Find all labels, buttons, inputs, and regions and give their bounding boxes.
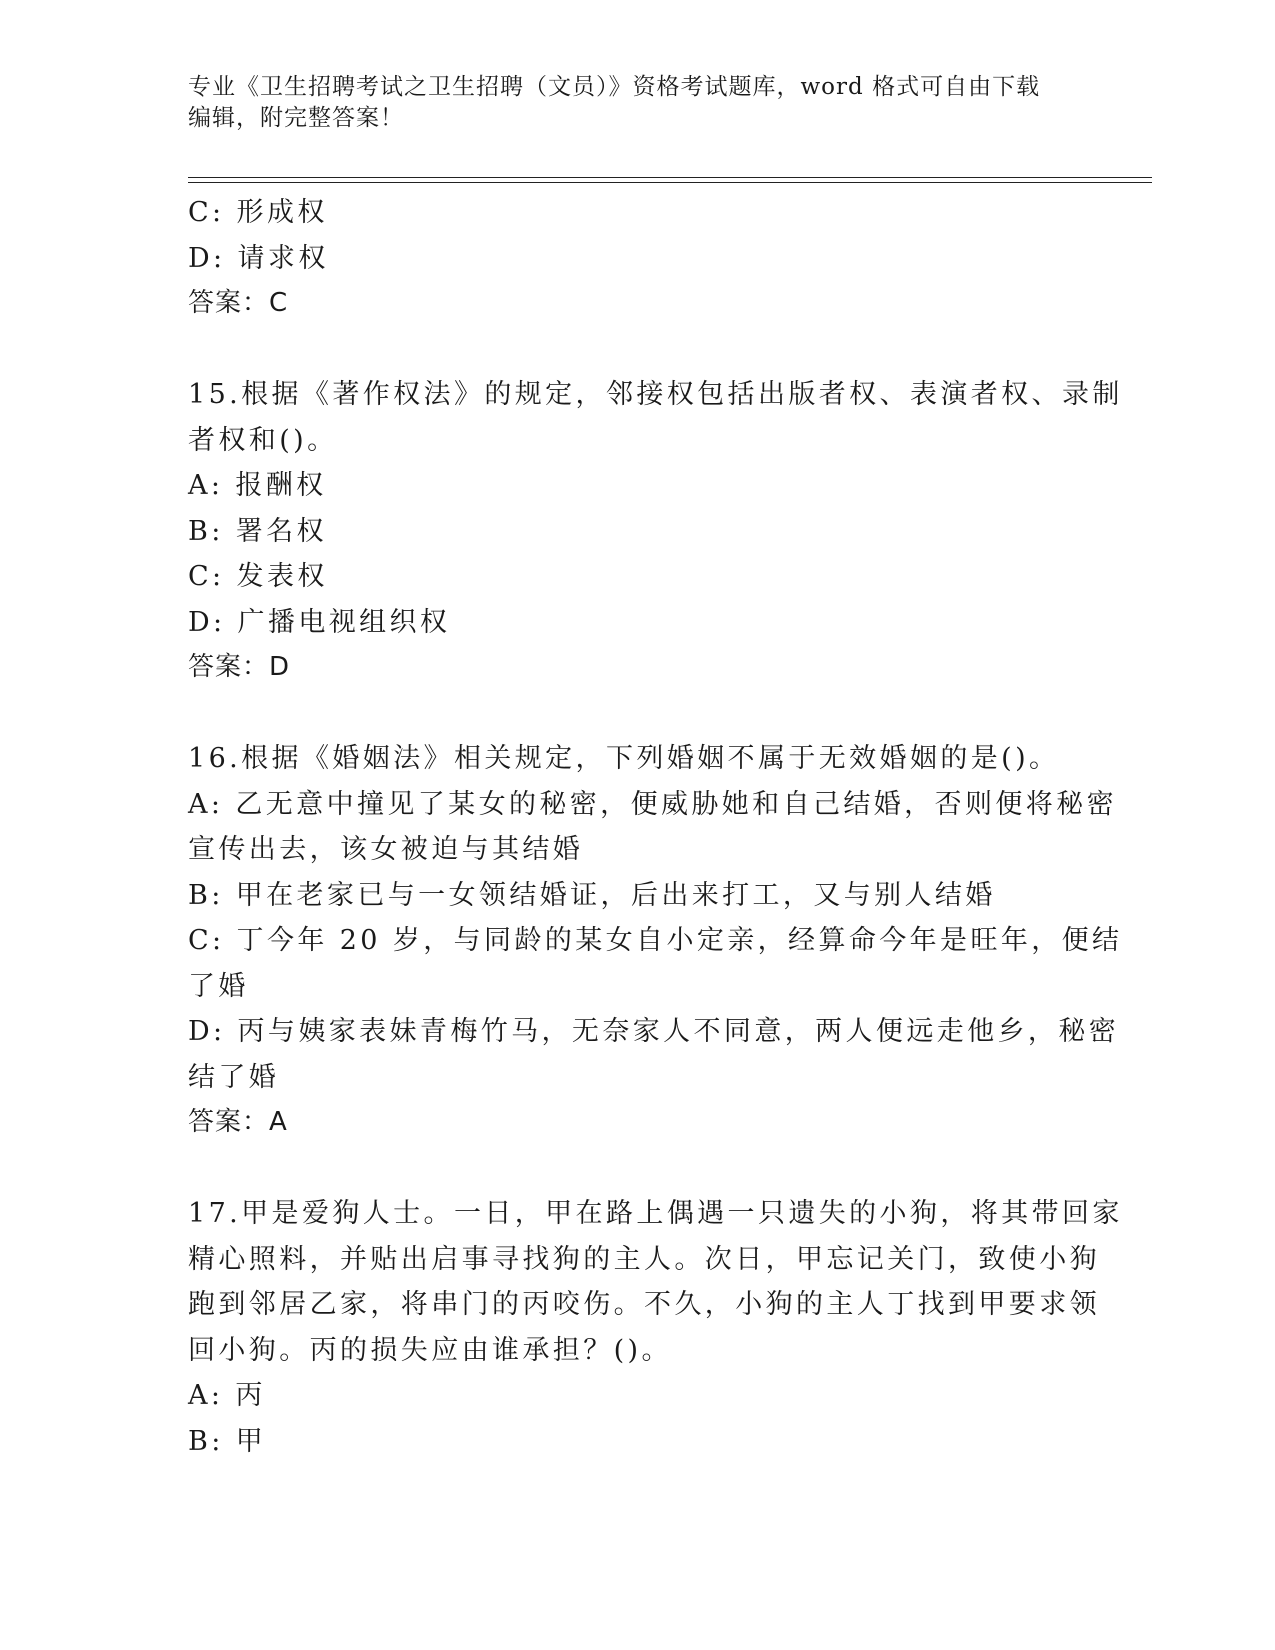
q17-stem-line-4: 回小狗。丙的损失应由谁承担？()。: [188, 1334, 672, 1366]
q16-option-d-line-2: 结了婚: [188, 1061, 280, 1093]
q16-option-c-line-1: C: 丁今年 20 岁，与同龄的某女自小定亲，经算命今年是旺年，便结: [188, 925, 1123, 956]
header-divider-top: [188, 177, 1152, 178]
q15-stem-line-1: 15.根据《著作权法》的规定，邻接权包括出版者权、表演者权、录制: [188, 379, 1123, 410]
q15-option-c: C: 发表权: [188, 561, 328, 592]
header-divider-bottom: [188, 182, 1152, 183]
spacer: [188, 1146, 1088, 1192]
q15-option-b: B: 署名权: [188, 515, 327, 547]
q17-stem-line-1: 17.甲是爱狗人士。一日，甲在路上偶遇一只遗失的小狗，将其带回家: [188, 1198, 1123, 1229]
document-header: [188, 72, 1088, 134]
q14-option-d: D: 请求权: [188, 242, 329, 274]
q17-stem-line-3: 跑到邻居乙家，将串门的丙咬伤。不久，小狗的主人丁找到甲要求领: [188, 1289, 1100, 1320]
q14-option-c: C: 形成权: [188, 197, 328, 228]
header-line-2: 编辑，附完整答案！: [188, 105, 404, 131]
q15-answer: 答案：D: [188, 652, 291, 682]
q16-option-a-line-2: 宣传出去，该女被迫与其结婚: [188, 834, 584, 865]
q16-option-b: B: 甲在老家已与一女领结婚证，后出来打工，又与别人结婚: [188, 879, 996, 911]
q17-option-a: A: 丙: [188, 1380, 266, 1411]
q16-option-d-line-1: D: 丙与姨家表妹青梅竹马，无奈家人不同意，两人便远走他乡，秘密: [188, 1016, 1120, 1047]
question-content: [188, 190, 1123, 1464]
q15-option-d: D: 广播电视组织权: [188, 606, 451, 638]
question-15: [188, 372, 1123, 691]
spacer: [188, 691, 1088, 737]
header-line-1: 专业《卫生招聘考试之卫生招聘（文员）》资格考试题库，word 格式可自由下载: [188, 74, 1041, 100]
q16-stem-line-1: 16.根据《婚姻法》相关规定，下列婚姻不属于无效婚姻的是()。: [188, 743, 1060, 774]
question-14: [188, 190, 1088, 327]
question-16: [188, 736, 1123, 1146]
spacer: [188, 327, 1088, 373]
q14-answer: 答案：C: [188, 288, 289, 318]
q15-option-a: A: 报酬权: [188, 470, 327, 501]
question-17: [188, 1191, 1123, 1464]
q15-stem-line-2: 者权和()。: [188, 424, 338, 456]
q16-option-a-line-1: A: 乙无意中撞见了某女的秘密，便威胁她和自己结婚，否则便将秘密: [188, 788, 1117, 820]
q17-stem-line-2: 精心照料，并贴出启事寻找狗的主人。次日，甲忘记关门，致使小狗: [188, 1243, 1100, 1275]
q16-option-c-line-2: 了婚: [188, 970, 249, 1002]
q17-option-b: B: 甲: [188, 1425, 267, 1457]
q16-answer: 答案：A: [188, 1107, 288, 1137]
